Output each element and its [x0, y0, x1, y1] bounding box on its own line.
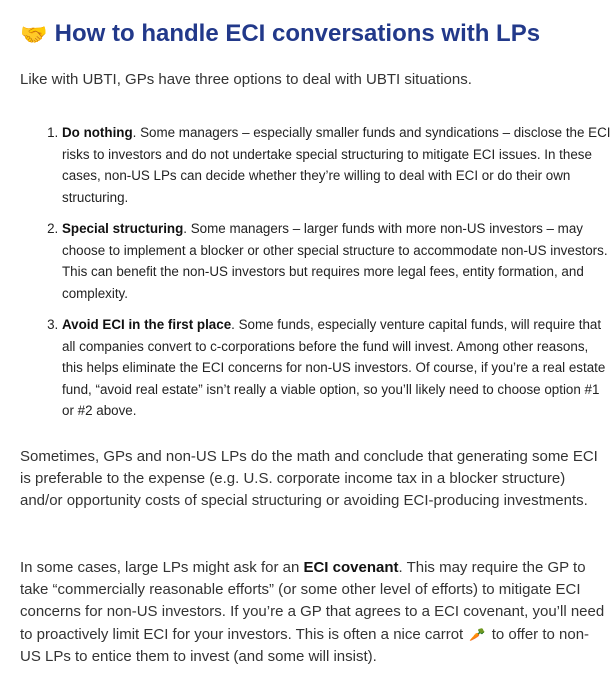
tradeoff-paragraph: Sometimes, GPs and non-US LPs do the math and conclude that generating some ECI is preferable to the expense (e.g. U.S. corporate income tax in a blocker structure) and/or opportunity costs of special structuring or avoiding ECI-producing investments. — [20, 448, 598, 510]
option-item-special-structuring — [62, 218, 612, 304]
carrot-icon: 🥕 — [469, 626, 486, 642]
intro-paragraph: Like with UBTI, GPs have three options to deal with UBTI situations. — [20, 71, 472, 88]
option-body: . Some funds, especially venture capital funds, will require that all companies convert to c-corporations before the fund will invest. Among other reasons, this helps eliminate the ECI concerns for non-US investors. Of course, if you’re a real estate fund, “avoid real estate” isn’t really a viable option, so you’ll likely need to choose option #1 or #2 above. — [62, 317, 606, 418]
option-item-avoid-eci — [62, 314, 612, 422]
option-title: Special structuring — [62, 221, 184, 236]
section-heading-text: How to handle ECI conversations with LPs — [54, 20, 541, 47]
option-title: Do nothing — [62, 125, 133, 140]
section-heading — [20, 18, 610, 51]
eci-covenant-term: ECI covenant — [303, 559, 399, 576]
covenant-text-middle: . This may require the GP to take “commercially reasonable efforts” (or some other level of efforts) to mitigate ECI concerns for non-US investors. If you’re a GP that agrees to a ECI covenant, you’ll need to proactively limit ECI for your investors. This is often a nice carrot — [20, 559, 605, 643]
option-body: . Some managers – especially smaller funds and syndications – disclose the ECI risks to investors and do not undertake special structuring to mitigate ECI issues. In these cases, non-US LPs can decide whether they’re willing to deal with ECI or do their own structuring. — [62, 125, 611, 205]
option-item-do-nothing — [62, 122, 612, 208]
eci-covenant-paragraph — [20, 557, 605, 668]
option-body: . Some managers – larger funds with more non-US investors – may choose to implement a blocker or other special structure to accommodate non-US investors. This can benefit the non-US investors but requires more legal fees, entity formation, and complexity. — [62, 221, 608, 301]
covenant-text-before: In some cases, large LPs might ask for an — [20, 559, 304, 576]
handshake-icon: 🤝 — [20, 22, 48, 47]
options-list — [40, 122, 612, 432]
option-title: Avoid ECI in the first place — [62, 317, 232, 332]
covenant-text-after: to offer to non-US LPs to entice them to invest (and some will insist). — [20, 625, 590, 665]
